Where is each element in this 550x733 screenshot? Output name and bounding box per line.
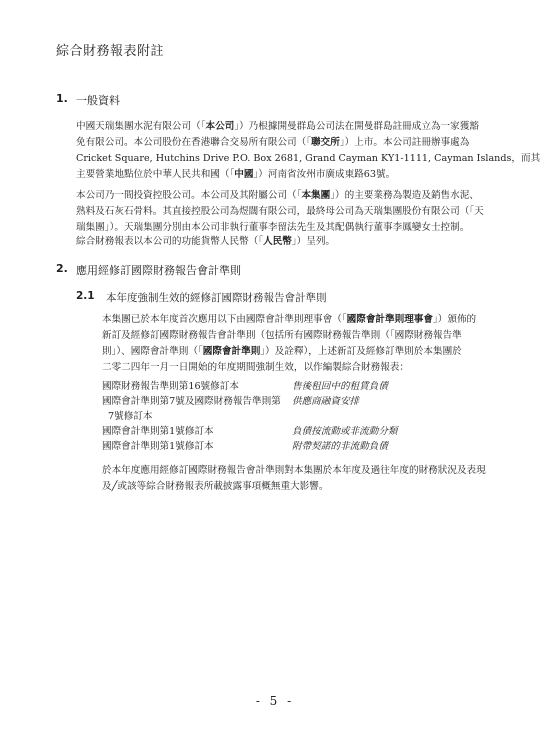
text-line: 新訂及經修訂國際財務報告會計準則（包括所有國際財務報告準則（「國際財務報告準 (102, 330, 462, 341)
standards-row-continued (102, 409, 508, 424)
standards-table (102, 379, 508, 454)
text-line: 瑞集團」）。天瑞集團分別由本公司非執行董事李留法先生及其配偶執行董事李鳳孌女士控制。 (76, 222, 470, 233)
page-number: - 5 - (255, 694, 295, 708)
standard-name: 國際會計準則第1號修訂本 (102, 426, 214, 437)
standards-row (102, 379, 508, 394)
standards-row (102, 439, 508, 454)
text-line: Cricket Square, Hutchins Drive P.O. Box 2681, Grand Cayman KY1-1111, Cayman Islands，而其 (76, 153, 541, 164)
standard-name: 國際會計準則第1號修訂本 (102, 441, 214, 452)
section-1-paragraph-1 (76, 119, 541, 183)
text-line: 於本年度應用經修訂國際財務報告會計準則對本集團於本年度及過往年度的財務狀況及表現 (102, 465, 486, 476)
text-line: 綜合財務報表以本公司的功能貨幣人民幣（「人民幣」）呈列。 (76, 236, 336, 247)
standard-description: 售後租回中的租賃負債 (292, 381, 388, 392)
section-1-number: 1. (56, 92, 68, 105)
standard-description: 負債按流動或非流動分類 (292, 426, 398, 437)
section-1-paragraph-3 (76, 234, 508, 250)
standard-name: 國際會計準則第7號及國際財務報告準則第 (102, 396, 281, 407)
text-line: 二零二四年一月一日開始的年度期間強制生效，以作編製綜合財務報表： (102, 362, 409, 373)
section-1-paragraph-2 (76, 188, 508, 236)
subsection-2-1-number: 2.1 (76, 290, 95, 302)
section-2-number: 2. (56, 262, 68, 275)
text-line: 本集團已於本年度首次應用以下由國際會計準則理事會（「國際會計準則理事會」）頒佈的 (102, 314, 477, 325)
subsection-2-1-closing (102, 463, 508, 495)
text-line: 則」）、國際會計準則（「國際會計準則」）及詮釋），上述新訂及經修訂準則於本集團於 (102, 346, 462, 357)
section-1-title: 一般資料 (76, 94, 120, 107)
text-line: 熟料及石灰石骨料。其直接控股公司為煜闊有限公司，最終母公司為天瑞集團股份有限公司（「天 (76, 206, 484, 217)
text-line: 中國天瑞集團水泥有限公司（「本公司」）乃根據開曼群島公司法在開曼群島註冊成立為一家獲豁 (76, 121, 479, 132)
standard-description: 供應商融資安排 (292, 396, 360, 407)
text-line: 免有限公司。本公司股份在香港聯合交易所有限公司（「聯交所」）上市。本公司註冊辦事處為 (76, 137, 470, 148)
text-line: 主要營業地點位於中華人民共和國（「中國」）河南省汝州市廣成東路63號。 (76, 169, 396, 180)
standard-description: 附帶契諾的非流動負債 (292, 441, 388, 452)
text-line: 本公司乃一間投資控股公司。本公司及其附屬公司（「本集團」）的主要業務為製造及銷售水泥、 (76, 190, 479, 201)
standard-name: 國際財務報告準則第16號修訂本 (102, 381, 239, 392)
standards-row (102, 394, 508, 409)
text-line: 及╱或該等綜合財務報表所載披露事項概無重大影響。 (102, 481, 329, 492)
section-2-title: 應用經修訂國際財務報告會計準則 (76, 264, 241, 277)
subsection-2-1-title: 本年度強制生效的經修訂國際財務報告會計準則 (106, 292, 327, 304)
standard-name-continued: 7號修訂本 (108, 411, 153, 422)
subsection-2-1-intro (102, 312, 508, 376)
page-title: 綜合財務報表附註 (56, 44, 165, 59)
standards-row (102, 424, 508, 439)
